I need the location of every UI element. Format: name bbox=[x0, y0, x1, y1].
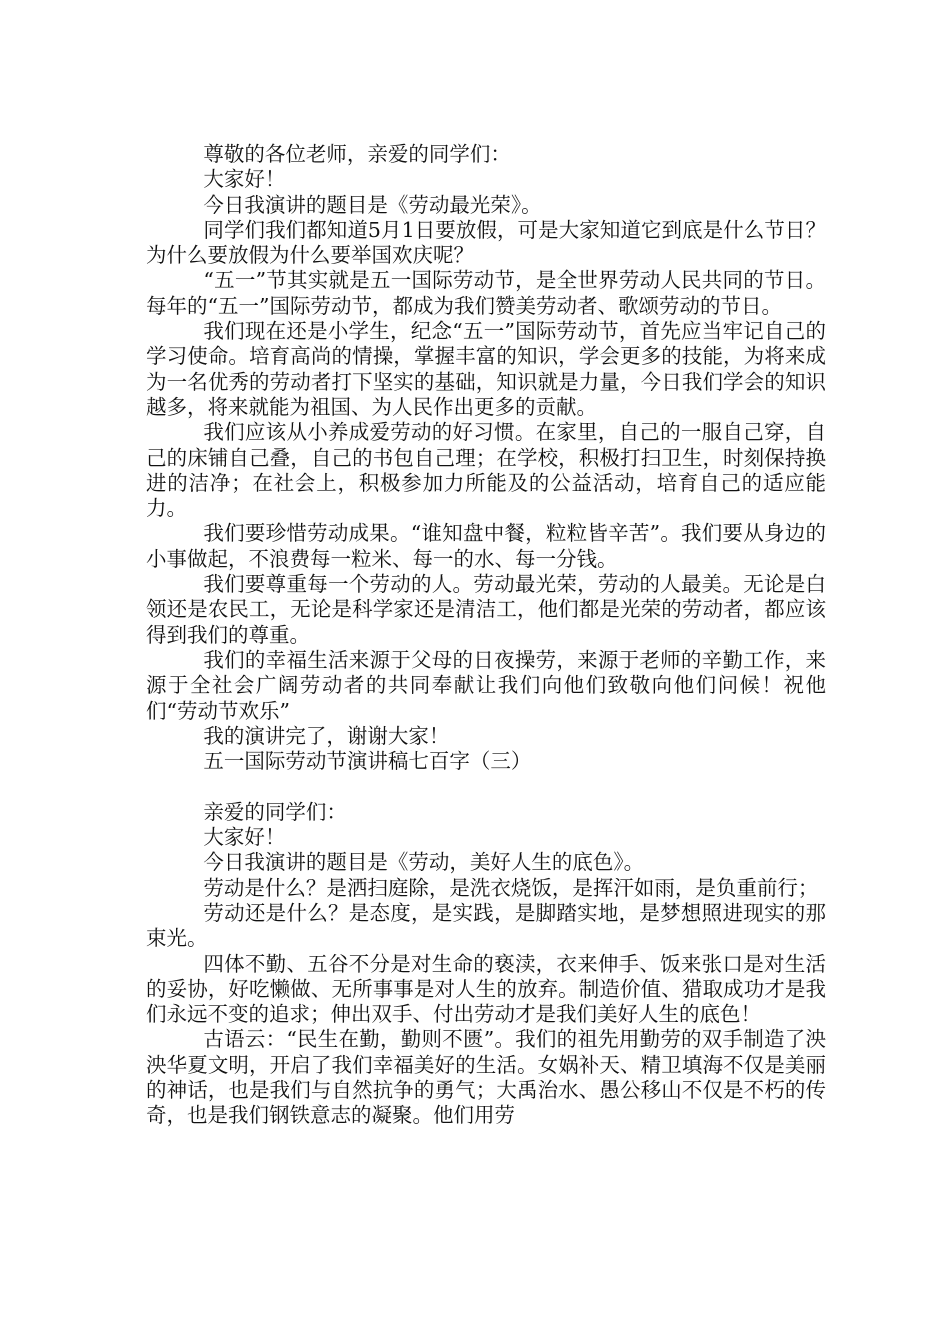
paragraph: 尊敬的各位老师，亲爱的同学们： bbox=[203, 142, 511, 166]
paragraph: 大家好！ bbox=[203, 167, 286, 192]
blank-line bbox=[146, 774, 826, 799]
paragraph: 四体不勤、五谷不分是对生命的亵渎，衣来伸手、饭来张口是对生活的妥协，好吃懒做、无所事事是对人生的放弃。制造价值、猎取成功才是我们永远不变的追求；伸出双手、付出劳动才是我们美好人生的底色！ bbox=[146, 951, 826, 1027]
paragraph: 我们要珍惜劳动成果。“谁知盘中餐，粒粒皆辛苦”。我们要从身边的小事做起，不浪费每一粒米、每一的水、每一分钱。 bbox=[146, 521, 826, 571]
paragraph: “五一”节其实就是五一国际劳动节，是全世界劳动人民共同的节日。每年的“五一”国际劳动节，都成为我们赞美劳动者、歌颂劳动的节日。 bbox=[146, 268, 826, 318]
paragraph: 我的演讲完了，谢谢大家！ bbox=[203, 723, 450, 748]
paragraph: 今日我演讲的题目是《劳动最光荣》。 bbox=[203, 192, 542, 217]
paragraph: 我们要尊重每一个劳动的人。劳动最光荣，劳动的人最美。无论是白领还是农民工，无论是科学家还是清洁工，他们都是光荣的劳动者，都应该得到我们的尊重。 bbox=[146, 572, 826, 647]
document-body bbox=[146, 142, 826, 1129]
paragraph: 劳动还是什么？是态度，是实践，是脚踏实地，是梦想照进现实的那束光。 bbox=[146, 900, 826, 951]
paragraph: 亲爱的同学们： bbox=[203, 799, 347, 824]
paragraph: 大家好！ bbox=[203, 825, 286, 850]
paragraph: 劳动是什么？是洒扫庭除，是洗衣烧饭，是挥汗如雨，是负重前行； bbox=[203, 875, 819, 900]
paragraph: 今日我演讲的题目是《劳动，美好人生的底色》。 bbox=[203, 850, 645, 875]
paragraph: 我们现在还是小学生，纪念“五一”国际劳动节，首先应当牢记自己的学习使命。培育高尚的情操，掌握丰富的知识，学会更多的技能，为将来成为一名优秀的劳动者打下坚实的基础，知识就是力量，今日我们学会的知识越多，将来就能为祖国、为人民作出更多的贡献。 bbox=[146, 319, 826, 419]
paragraph: 我们应该从小养成爱劳动的好习惯。在家里，自己的一服自己穿，自己的床铺自己叠，自己的书包自己理；在学校，积极打扫卫生，时刻保持换进的洁净；在社会上，积极参加力所能及的公益活动，培育自己的适应能力。 bbox=[146, 420, 826, 521]
paragraph: 我们的幸福生活来源于父母的日夜操劳，来源于老师的辛勤工作，来源于全社会广阔劳动者的共同奉献让我们向他们致敬向他们问候！祝他们“劳动节欢乐” bbox=[146, 647, 826, 723]
paragraph: 古语云：“民生在勤，勤则不匮”。我们的祖先用勤劳的双手制造了泱泱华夏文明，开启了我们幸福美好的生活。女娲补天、精卫填海不仅是美丽的神话，也是我们与自然抗争的勇气；大禹治水、愚公移山不仅是不朽的传奇，也是我们钢铁意志的凝聚。他们用劳 bbox=[146, 1027, 826, 1128]
section-heading: 五一国际劳动节演讲稿七百字（三） bbox=[203, 749, 532, 774]
paragraph: 同学们我们都知道5月1日要放假，可是大家知道它到底是什么节日？为什么要放假为什么要举国欢庆呢？ bbox=[146, 217, 826, 268]
